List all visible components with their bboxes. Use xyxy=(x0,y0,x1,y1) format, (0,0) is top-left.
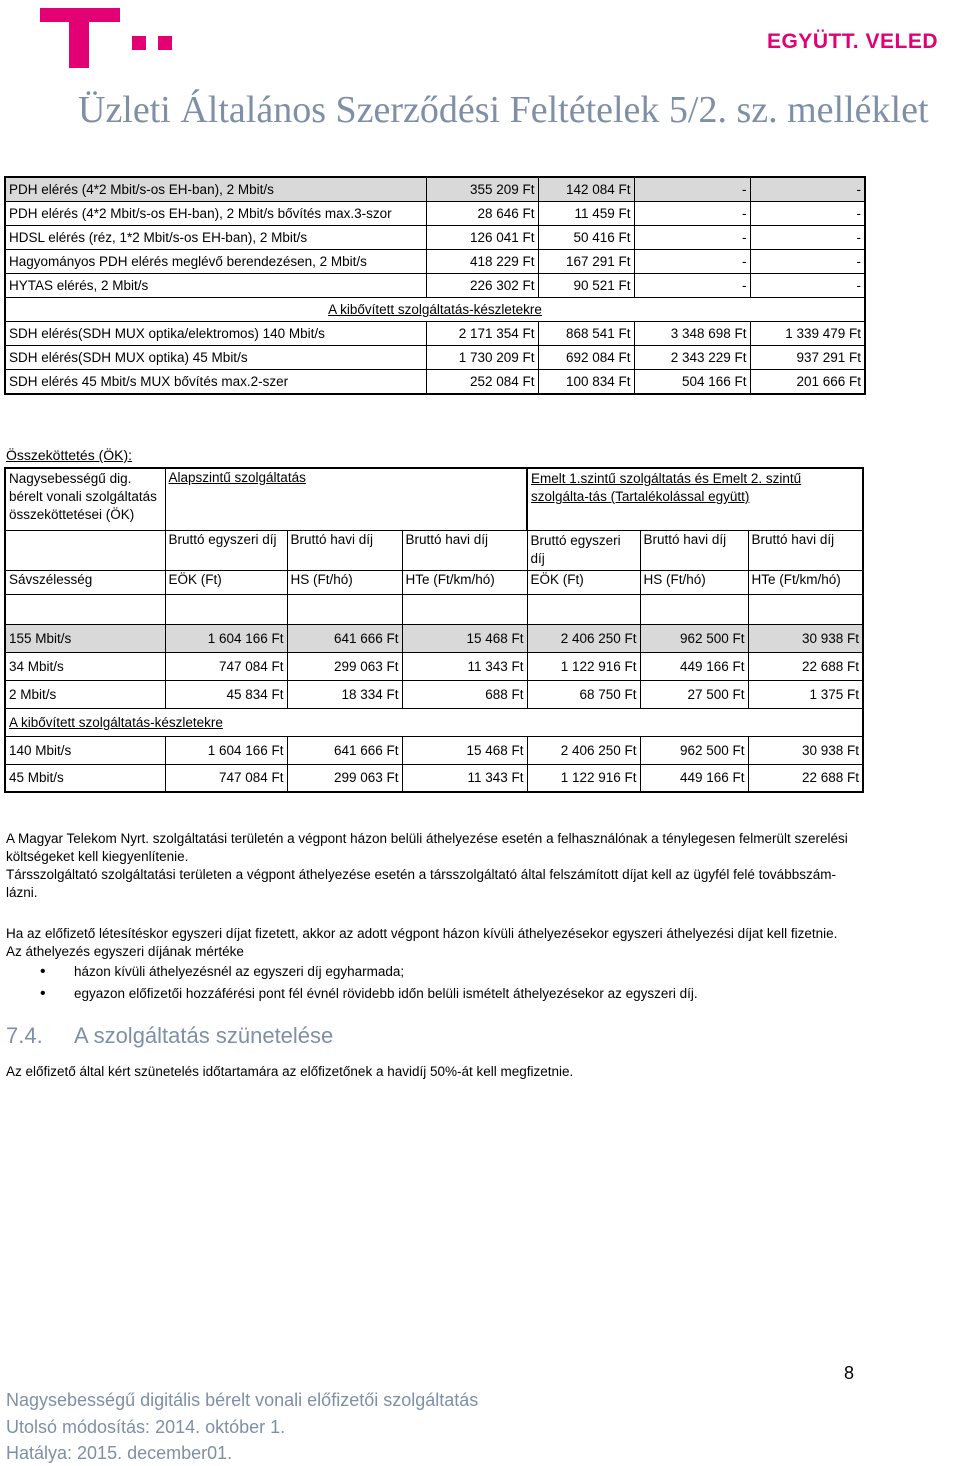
table-row: 45 Mbit/s 747 084 Ft 299 063 Ft 11 343 Ft 1 122 916 Ft 449 166 Ft 22 688 Ft xyxy=(5,764,863,792)
document-title: Üzleti Általános Szerződési Feltételek 5/2. sz. melléklet xyxy=(78,89,929,131)
group-premium-label: Emelt 1.szintű szolgáltatás és Emelt 2. szintű szolgálta-tás (Tartalékolással együtt) xyxy=(531,471,802,504)
pricing-table-access xyxy=(4,176,866,395)
group-header-row xyxy=(5,468,863,530)
subheader-row: Bruttó egyszeri díj Bruttó havi díj Bruttó havi díj Bruttó egyszeri díj Bruttó havi díj Bruttó havi díj xyxy=(5,530,863,570)
table-row: SDH elérés(SDH MUX optika/elektromos) 140 Mbit/s 2 171 354 Ft 868 541 Ft 3 348 698 Ft 1 339 479 Ft xyxy=(5,322,865,346)
table-row: 155 Mbit/s 1 604 166 Ft 641 666 Ft 15 468 Ft 2 406 250 Ft 962 500 Ft 30 938 Ft xyxy=(5,624,863,652)
footer-service-name: Nagysebességű digitális bérelt vonali előfizetői szolgáltatás xyxy=(6,1390,479,1410)
paragraph-relocation-partner: Társszolgáltató szolgáltatási területen a végpont áthelyezése esetén a társszolgáltató által felszámított díjat kell az ügyfél felé továbbszám-lázni. xyxy=(6,867,836,900)
table-row: 140 Mbit/s 1 604 166 Ft 641 666 Ft 15 468 Ft 2 406 250 Ft 962 500 Ft 30 938 Ft xyxy=(5,736,863,764)
table-row: 2 Mbit/s 45 834 Ft 18 334 Ft 688 Ft 68 750 Ft 27 500 Ft 1 375 Ft xyxy=(5,680,863,708)
corner-cell: Nagysebességű dig. bérelt vonali szolgáltatás összeköttetései (ÖK) xyxy=(5,468,165,530)
section-number: 7.4. xyxy=(6,1023,43,1048)
section-label: A kibővített szolgáltatás-készletekre xyxy=(328,302,542,317)
list-item: • házon kívüli áthelyezésnél az egyszeri díj egyharmada; xyxy=(40,961,698,983)
paragraph-suspension: Az előfizető által kért szünetelés időtartamára az előfizetőnek a havidíj 50%-át kell megfizetnie. xyxy=(6,1064,574,1079)
table-row: PDH elérés (4*2 Mbit/s-os EH-ban), 2 Mbit/s bővítés max.3-szor 28 646 Ft 11 459 Ft - - xyxy=(5,202,865,226)
telekom-logo xyxy=(40,8,180,70)
paragraph-relocation-fee: Ha az előfizető létesítéskor egyszeri díjat fizetett, akkor az adott végpont házon kívüli áthelyezésekor egyszeri áthelyezési díjat kell fizetnie. Az áthelyezés egyszeri díjának mértéke xyxy=(6,926,838,959)
list-item: • egyazon előfizetői hozzáférési pont fél évnél rövidebb időn belüli ismételt áthelyezésekor az egyszeri díj. xyxy=(40,983,698,1005)
bandwidth-label: Sávszélesség xyxy=(5,570,165,594)
fee-bullet-list xyxy=(40,961,698,1005)
section-row xyxy=(5,298,865,322)
table-row: PDH elérés (4*2 Mbit/s-os EH-ban), 2 Mbit/s 355 209 Ft 142 084 Ft - - xyxy=(5,177,865,202)
ok-section-title: Összeköttetés (ÖK): xyxy=(6,447,133,463)
spacer-row xyxy=(5,594,863,624)
footer-effective-date: Hatálya: 2015. december01. xyxy=(6,1443,233,1463)
pricing-table-connections xyxy=(4,467,864,793)
brand-slogan: EGYÜTT. VELED xyxy=(766,30,938,53)
group-basic-label: Alapszintű szolgáltatás xyxy=(168,470,306,485)
footer-last-modified: Utolsó módosítás: 2014. október 1. xyxy=(6,1417,286,1437)
section-row xyxy=(5,708,863,736)
table-row: Hagyományos PDH elérés meglévő berendezésen, 2 Mbit/s 418 229 Ft 167 291 Ft - - xyxy=(5,250,865,274)
table-row: SDH elérés 45 Mbit/s MUX bővítés max.2-szer 252 084 Ft 100 834 Ft 504 166 Ft 201 666 Ft xyxy=(5,370,865,395)
table-row: HYTAS elérés, 2 Mbit/s 226 302 Ft 90 521 Ft - - xyxy=(5,274,865,298)
section-title: A szolgáltatás szünetelése xyxy=(74,1023,334,1048)
units-row: Sávszélesség EÖK (Ft) HS (Ft/hó) HTe (Ft/km/hó) EÖK (Ft) HS (Ft/hó) HTe (Ft/km/hó) xyxy=(5,570,863,594)
section-label: A kibővített szolgáltatás-készletekre xyxy=(9,714,223,730)
table-row: HDSL elérés (réz, 1*2 Mbit/s-os EH-ban), 2 Mbit/s 126 041 Ft 50 416 Ft - - xyxy=(5,226,865,250)
paragraph-relocation-internal: A Magyar Telekom Nyrt. szolgáltatási területén a végpont házon belüli áthelyezése esetén a felhasználónak a ténylegesen felmerült szerelési költségeket kell kiegyenlítenie. xyxy=(6,831,848,864)
table-row: SDH elérés(SDH MUX optika) 45 Mbit/s 1 730 209 Ft 692 084 Ft 2 343 229 Ft 937 291 Ft xyxy=(5,346,865,370)
table-row: 34 Mbit/s 747 084 Ft 299 063 Ft 11 343 Ft 1 122 916 Ft 449 166 Ft 22 688 Ft xyxy=(5,652,863,680)
page-number: 8 xyxy=(844,1363,855,1383)
